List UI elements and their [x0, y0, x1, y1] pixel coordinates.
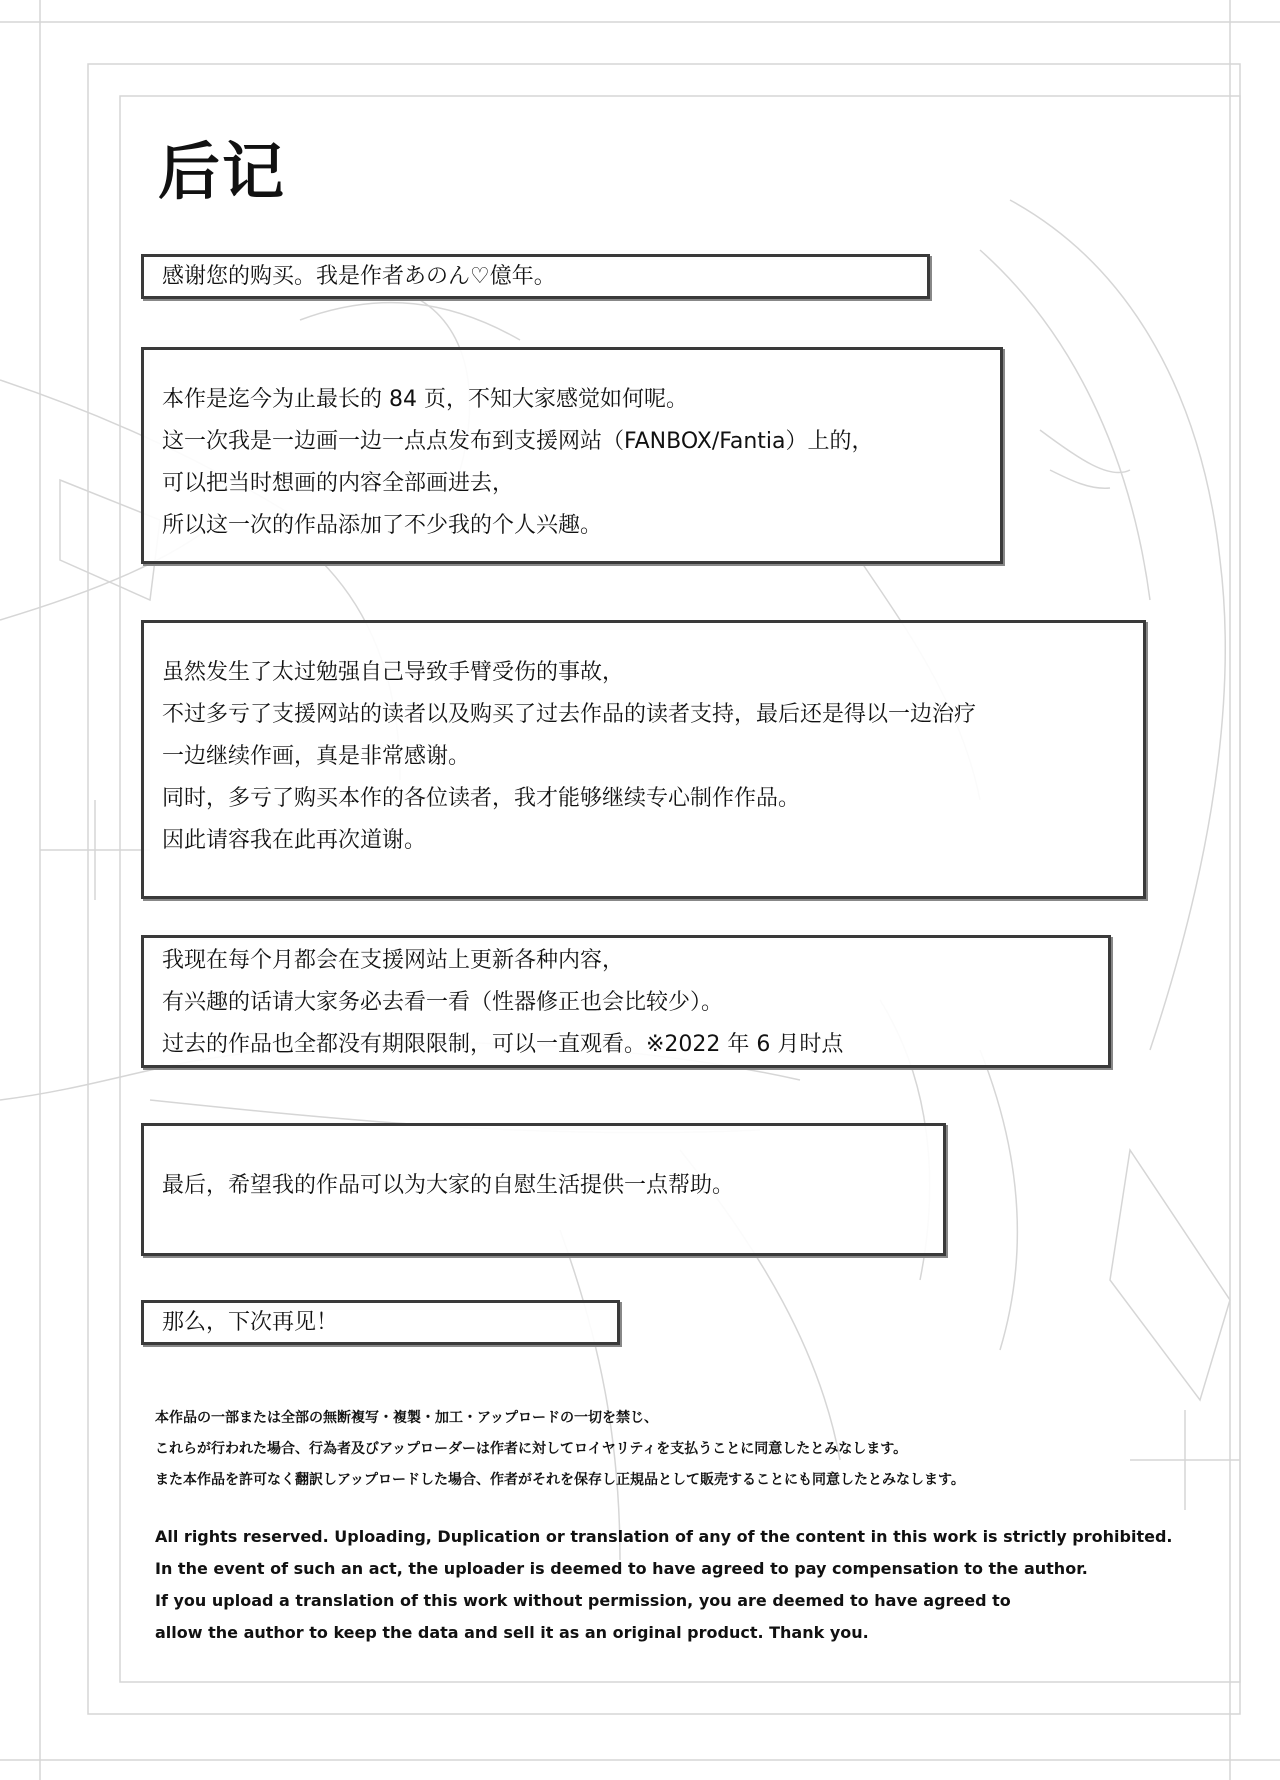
- notice-en-line-1: All rights reserved. Uploading, Duplication or translation of any of the content in this work is strictly prohibited.: [155, 1527, 1173, 1546]
- pages-box: [141, 347, 1003, 564]
- greeting-box: [141, 254, 930, 299]
- notice-jp-line-1: 本作品の一部または全部の無断複写・複製・加工・アップロードの一切を禁じ、: [155, 1410, 659, 1426]
- notice-en-line-2: In the event of such an act, the uploader is deemed to have agreed to pay compensation to the author.: [155, 1559, 1088, 1578]
- thanks-line-3: 一边继续作画，真是非常感谢。: [162, 744, 471, 769]
- support-site-line-1: 我现在每个月都会在支援网站上更新各种内容，: [162, 948, 625, 973]
- thanks-line-5: 因此请容我在此再次道谢。: [162, 828, 427, 853]
- farewell-line: 那么，下次再见！: [162, 1310, 339, 1335]
- notice-jp-line-3: また本作品を許可なく翻訳しアップロードした場合、作者がそれを保存し正規品として販売することにも同意したとみなします。: [155, 1472, 965, 1488]
- support-site-line-3: 过去的作品也全都没有期限限制，可以一直观看。※2022 年 6 月时点: [162, 1032, 844, 1057]
- pages-line-2: 这一次我是一边画一边一点点发布到支援网站（FANBOX/Fantia）上的，: [162, 429, 874, 454]
- thanks-line-1: 虽然发生了太过勉强自己导致手臂受伤的事故，: [162, 660, 625, 685]
- copyright-notice-english: [155, 1521, 1172, 1649]
- notice-jp-line-2: これらが行われた場合、行為者及びアップローダーは作者に対してロイヤリティを支払うことに同意したとみなします。: [155, 1441, 908, 1457]
- thanks-line-2: 不过多亏了支援网站的读者以及购买了过去作品的读者支持，最后还是得以一边治疗: [162, 702, 977, 727]
- copyright-notice-japanese: [155, 1403, 965, 1496]
- pages-line-3: 可以把当时想画的内容全部画进去，: [162, 471, 515, 496]
- thanks-line-4: 同时，多亏了购买本作的各位读者，我才能够继续专心制作作品。: [162, 786, 801, 811]
- thanks-box: [141, 620, 1146, 899]
- support-site-box: [141, 935, 1111, 1068]
- greeting-line: 感谢您的购买。我是作者あのん♡億年。: [162, 264, 556, 289]
- wish-line: 最后，希望我的作品可以为大家的自慰生活提供一点帮助。: [162, 1173, 735, 1198]
- pages-line-4: 所以这一次的作品添加了不少我的个人兴趣。: [162, 513, 603, 538]
- page-title: 后记: [158, 135, 287, 208]
- notice-en-line-3: If you upload a translation of this work without permission, you are deemed to have agreed to: [155, 1591, 1011, 1610]
- support-site-line-2: 有兴趣的话请大家务必去看一看（性器修正也会比较少）。: [162, 990, 724, 1015]
- farewell-box: [141, 1300, 620, 1345]
- notice-en-line-4: allow the author to keep the data and sell it as an original product. Thank you.: [155, 1623, 869, 1642]
- wish-box: [141, 1123, 946, 1256]
- pages-line-1: 本作是迄今为止最长的 84 页，不知大家感觉如何呢。: [162, 387, 688, 412]
